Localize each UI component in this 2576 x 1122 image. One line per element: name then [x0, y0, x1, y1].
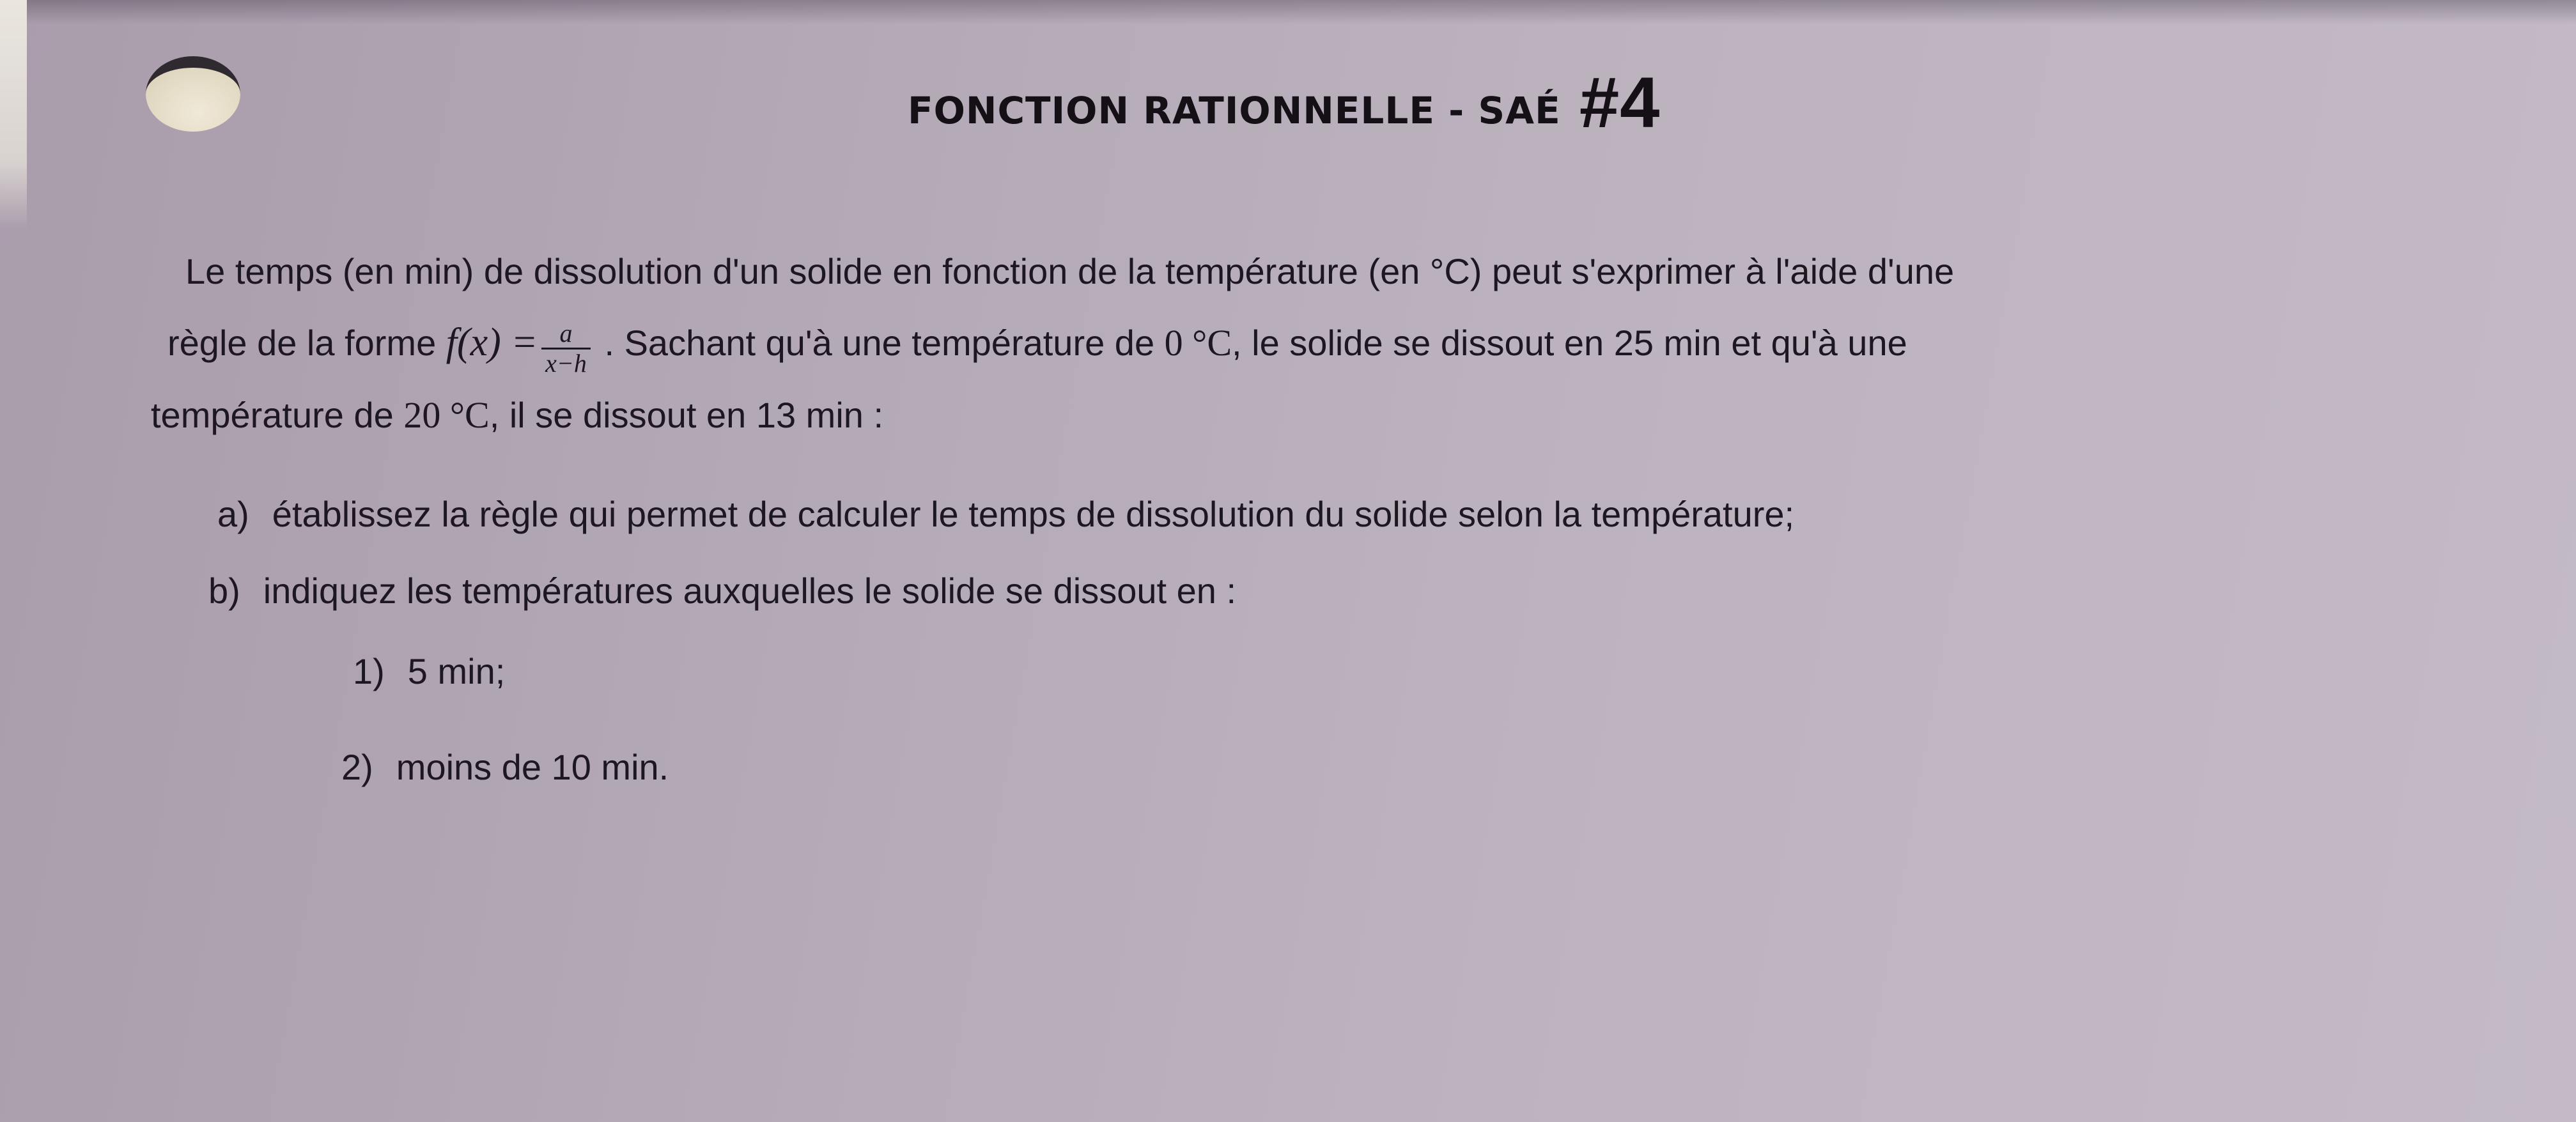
line-3-temperature: 20 °C — [403, 394, 490, 436]
page-title — [908, 61, 1660, 144]
sub-item-2-text: moins de 10 min. — [396, 747, 669, 787]
list-item-b — [208, 570, 1236, 611]
punch-hole — [146, 56, 240, 132]
line-2-end: , le solide se dissout en 25 min et qu'à une — [1232, 323, 1907, 363]
paragraph-line-1 — [185, 250, 1954, 292]
formula-fraction — [541, 319, 591, 378]
list-item-a-text: établissez la règle qui permet de calculer le temps de dissolution du solide selon la température; — [272, 494, 1795, 534]
line-2-prefix: règle de la forme — [167, 323, 446, 363]
sub-item-2 — [341, 746, 669, 788]
paragraph-line-1-text: Le temps (en min) de dissolution d'un solide en fonction de la température (en °C) peut s'exprimer à l'aide d'une — [185, 251, 1955, 291]
paper-edge — [0, 0, 27, 230]
sub-item-1-label: 1) — [353, 651, 385, 691]
sub-item-2-label: 2) — [341, 747, 373, 787]
formula-numerator: a — [541, 319, 591, 350]
line-2-suffix: . Sachant qu'à une température de — [594, 323, 1165, 363]
photo-top-shadow — [0, 0, 2576, 24]
title-number: #4 — [1579, 63, 1661, 142]
list-item-b-label: b) — [208, 571, 240, 611]
formula-denominator: x−h — [545, 349, 587, 378]
sub-item-1 — [353, 650, 505, 692]
line-2-temperature: 0 °C — [1164, 322, 1232, 364]
formula-lhs: f(x) = — [446, 321, 538, 364]
sub-item-1-text: 5 min; — [407, 651, 506, 691]
paragraph-line-2 — [167, 319, 1907, 378]
list-item-b-text: indiquez les températures auxquelles le solide se dissout en : — [263, 571, 1237, 611]
paragraph-line-3 — [151, 394, 883, 436]
title-text: FONCTION RATIONNELLE - SAÉ — [908, 89, 1561, 132]
line-3-prefix: température de — [151, 395, 404, 435]
list-item-a — [217, 493, 1794, 535]
line-3-end: , il se dissout en 13 min : — [489, 395, 884, 435]
list-item-a-label: a) — [217, 494, 249, 534]
